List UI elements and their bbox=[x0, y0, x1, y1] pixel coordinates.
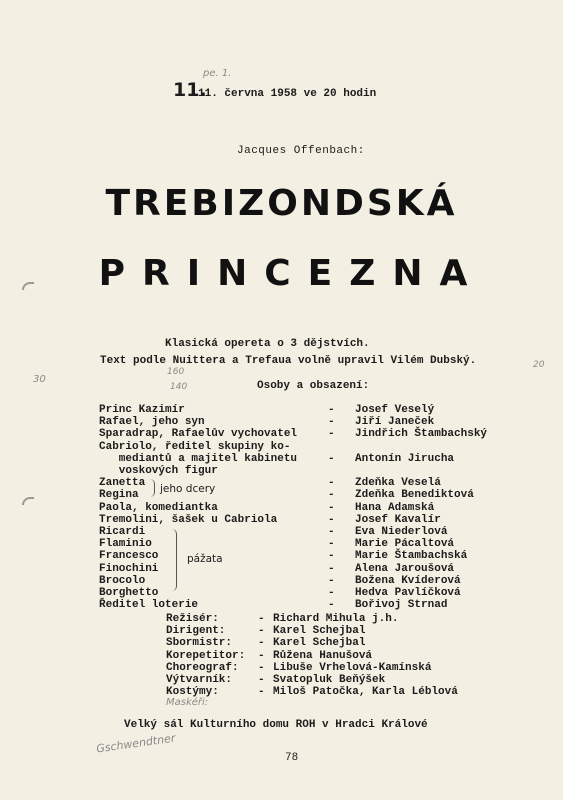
crew-name: Růžena Hanušová bbox=[273, 649, 373, 662]
cast-dash: - bbox=[328, 452, 335, 465]
cast-row bbox=[0, 599, 563, 611]
cast-dash: - bbox=[328, 428, 335, 441]
cast-actor: Alena Jaroušová bbox=[355, 562, 455, 575]
cast-actor: Jiří Janeček bbox=[355, 416, 435, 429]
text-credit: Text podle Nuittera a Trefaua volně upravil Vilém Dubský. bbox=[100, 355, 477, 367]
crew-role: Korepetitor: bbox=[166, 649, 246, 662]
cast-actor: Eva Niederlová bbox=[355, 526, 448, 538]
cast-actor: Zdeňka Benediktová bbox=[355, 489, 474, 502]
cast-row bbox=[0, 453, 563, 465]
margin-note-140: 140 bbox=[170, 382, 188, 392]
crew-role: Výtvarník: bbox=[166, 674, 233, 686]
cast-actor: Antonín Jirucha bbox=[355, 452, 455, 465]
cast-role: mediantů a majitel kabinetu bbox=[99, 452, 298, 465]
cast-dash: - bbox=[328, 562, 335, 575]
crew-row bbox=[0, 625, 563, 637]
cast-role: Regina bbox=[99, 489, 139, 502]
cast-actor: Zdeňka Veselá bbox=[355, 477, 441, 490]
venue: Velký sál Kulturního domu ROH v Hradci Králové bbox=[124, 719, 428, 731]
cast-dash: - bbox=[328, 550, 335, 563]
cast-actor: Marie Pácaltová bbox=[355, 538, 455, 551]
cast-actor: Božena Kvíderová bbox=[355, 574, 461, 587]
cast-dash: - bbox=[328, 538, 335, 551]
cast-row bbox=[0, 587, 563, 599]
crew-dash: - bbox=[258, 613, 265, 625]
cast-row bbox=[0, 575, 563, 587]
cast-row bbox=[0, 428, 563, 440]
cast-role: Francesco bbox=[99, 550, 159, 563]
cast-actor: Hana Adamská bbox=[355, 501, 435, 514]
cast-role: Ricardi bbox=[99, 526, 146, 538]
cast-actor: Hedva Pavlíčková bbox=[355, 587, 461, 599]
cast-actor: Jindřich Štambachský bbox=[355, 428, 488, 441]
cast-row bbox=[0, 502, 563, 514]
margin-note-30: 30 bbox=[33, 374, 46, 385]
composer: Jacques Offenbach: bbox=[237, 145, 365, 157]
cast-dash: - bbox=[328, 477, 335, 490]
performance-date: 11. června 1958 ve 20 hodin bbox=[198, 88, 377, 100]
crew-name: Richard Mihula j.h. bbox=[273, 613, 399, 625]
crew-dash: - bbox=[258, 637, 265, 650]
crew-name: Libuše Vrhelová-Kamínská bbox=[273, 661, 432, 674]
signature: Gschwendtner bbox=[95, 731, 177, 756]
cast-dash: - bbox=[328, 513, 335, 526]
crew-role: Dirigent: bbox=[166, 625, 226, 638]
crew-row bbox=[0, 686, 563, 698]
crew-row bbox=[0, 637, 563, 649]
crew-row bbox=[0, 650, 563, 662]
cast-dash: - bbox=[328, 489, 335, 502]
cast-role: Flaminio bbox=[99, 538, 152, 551]
cast-actor: Bořivoj Strnad bbox=[355, 599, 448, 612]
cast-role: Paola, komediantka bbox=[99, 501, 218, 514]
cast-role: Brocolo bbox=[99, 574, 146, 587]
cast-actor: Josef Veselý bbox=[355, 404, 435, 416]
group-bracket-pages bbox=[172, 529, 177, 591]
cast-dash: - bbox=[328, 599, 335, 612]
crew-dash: - bbox=[258, 661, 265, 674]
cast-row bbox=[0, 526, 563, 538]
margin-note-20: 20 bbox=[533, 360, 545, 370]
cast-row bbox=[0, 441, 563, 453]
cast-dash: - bbox=[328, 574, 335, 587]
cast-role: Finochini bbox=[99, 562, 159, 575]
cast-role: Rafael, jeho syn bbox=[99, 416, 205, 429]
crew-row bbox=[0, 674, 563, 686]
crew-role: Sbormistr: bbox=[166, 637, 233, 650]
crew-name: Karel Schejbal bbox=[273, 637, 366, 650]
punch-hole-top bbox=[22, 282, 34, 290]
crew-role: Režisér: bbox=[166, 613, 219, 625]
cast-dash: - bbox=[328, 404, 335, 416]
crew-name: Miloš Patočka, Karla Léblová bbox=[273, 686, 458, 699]
page-number: 78 bbox=[285, 752, 299, 764]
crew-dash: - bbox=[258, 686, 265, 699]
crew-row bbox=[0, 613, 563, 625]
cast-row bbox=[0, 416, 563, 428]
cast-row bbox=[0, 563, 563, 575]
crew-row bbox=[0, 662, 563, 674]
cast-role: Borghetto bbox=[99, 587, 159, 599]
handwritten-note: pe. 1. bbox=[203, 68, 232, 79]
cast-row bbox=[0, 550, 563, 562]
cast-row bbox=[0, 514, 563, 526]
performance-number: 11. bbox=[173, 79, 207, 101]
cast-row bbox=[0, 489, 563, 501]
cast-role: voskových figur bbox=[99, 465, 218, 477]
cast-dash: - bbox=[328, 416, 335, 429]
cast-dash: - bbox=[328, 587, 335, 599]
crew-role: Kostýmy: bbox=[166, 686, 219, 699]
cast-heading: Osoby a obsazení: bbox=[257, 380, 370, 392]
crew-name: Svatopluk Beňýšek bbox=[273, 674, 386, 686]
cast-row bbox=[0, 538, 563, 550]
crew-dash: - bbox=[258, 674, 265, 686]
cast-row bbox=[0, 477, 563, 489]
crew-name: Karel Schejbal bbox=[273, 625, 366, 638]
subtitle: Klasická opereta o 3 dějstvích. bbox=[165, 338, 370, 350]
margin-note-160: 160 bbox=[167, 367, 185, 377]
cast-role: Tremolini, šašek u Cabriola bbox=[99, 513, 278, 526]
cast-role: Ředitel loterie bbox=[99, 599, 199, 612]
cast-role: Zanetta bbox=[99, 477, 146, 490]
cast-dash: - bbox=[328, 526, 335, 538]
cast-role: Sparadrap, Rafaelův vychovatel bbox=[99, 428, 298, 441]
cast-role: Princ Kazimír bbox=[99, 404, 185, 416]
cast-role: Cabriolo, ředitel skupiny ko- bbox=[99, 440, 291, 453]
crew-dash: - bbox=[258, 625, 265, 638]
group-label-daughters: jeho dcery bbox=[160, 483, 216, 495]
group-bracket-daughters bbox=[150, 479, 155, 497]
crew-dash: - bbox=[258, 649, 265, 662]
group-label-pages: pážata bbox=[187, 553, 223, 565]
crew-role: Choreograf: bbox=[166, 661, 239, 674]
handwritten-maskeri: Maskéři: bbox=[166, 697, 209, 708]
cast-row bbox=[0, 404, 563, 416]
cast-actor: Marie Štambachská bbox=[355, 550, 468, 563]
cast-actor: Josef Kavalír bbox=[355, 513, 441, 526]
cast-row bbox=[0, 465, 563, 477]
title-line-2: PRINCEZNA bbox=[98, 253, 485, 294]
title-line-1: TREBIZONDSKÁ bbox=[105, 183, 458, 224]
cast-dash: - bbox=[328, 501, 335, 514]
punch-hole-bottom bbox=[22, 497, 34, 505]
